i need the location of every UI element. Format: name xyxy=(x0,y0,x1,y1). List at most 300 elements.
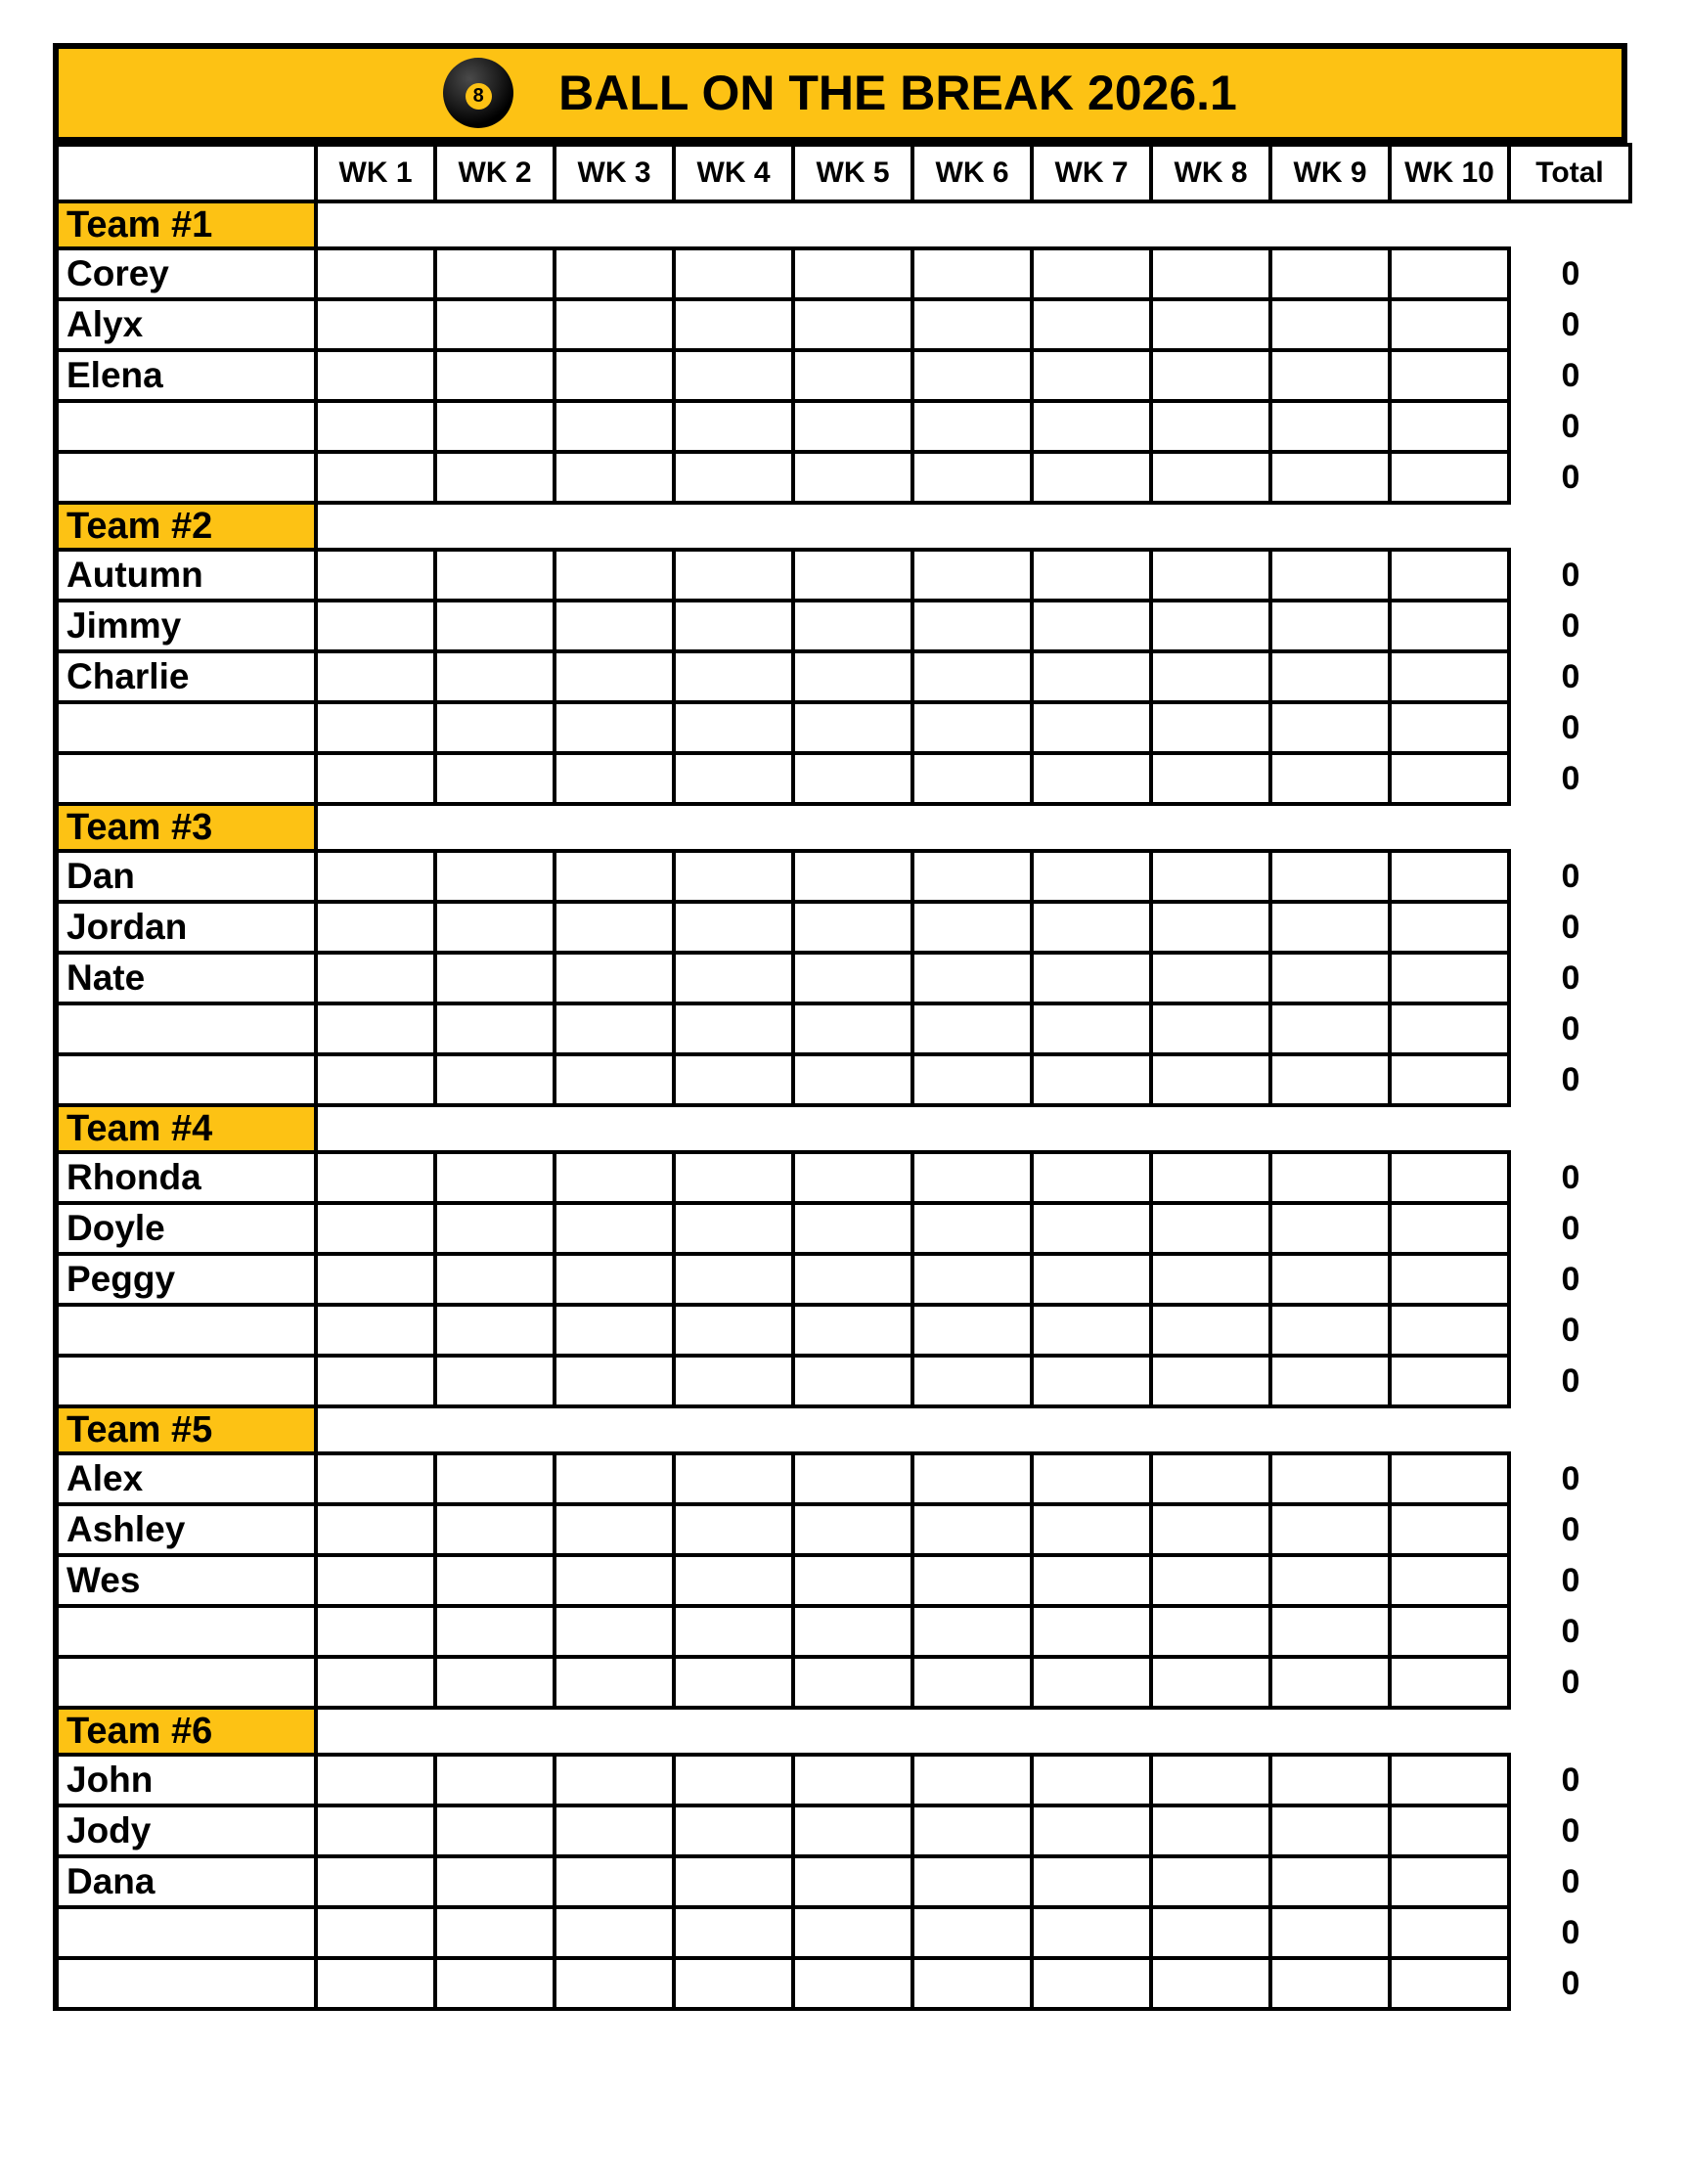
week-score-cell xyxy=(1270,651,1390,702)
week-score-cell xyxy=(555,1958,674,2009)
week-score-cell xyxy=(435,1054,555,1105)
week-score-cell xyxy=(435,299,555,350)
week-score-cell xyxy=(435,550,555,601)
row-total-cell: 0 xyxy=(1509,1504,1630,1555)
week-score-cell xyxy=(435,851,555,902)
week-score-cell xyxy=(555,1907,674,1958)
team-label-cell: Team #4 xyxy=(56,1105,316,1152)
week-score-cell xyxy=(1390,1805,1509,1856)
player-name-cell: Doyle xyxy=(56,1203,316,1254)
row-total-cell: 0 xyxy=(1509,651,1630,702)
week-score-cell xyxy=(1270,1356,1390,1406)
player-row xyxy=(56,1152,1630,1203)
week-score-cell xyxy=(1270,452,1390,503)
player-name-cell: Rhonda xyxy=(56,1152,316,1203)
week-score-cell xyxy=(674,702,793,753)
week-score-cell xyxy=(1151,1755,1270,1805)
week-score-cell xyxy=(1151,753,1270,804)
week-score-cell xyxy=(1270,550,1390,601)
week-score-cell xyxy=(1270,702,1390,753)
week-score-cell xyxy=(316,1453,435,1504)
week-score-cell xyxy=(674,1356,793,1406)
week-score-cell xyxy=(674,953,793,1003)
week-score-cell xyxy=(793,953,912,1003)
week-score-cell xyxy=(555,550,674,601)
score-sheet xyxy=(53,43,1627,2011)
player-name-cell: Ashley xyxy=(56,1504,316,1555)
week-score-cell xyxy=(912,1805,1032,1856)
week-score-cell xyxy=(1151,401,1270,452)
team-label-cell: Team #1 xyxy=(56,201,316,248)
player-name-cell xyxy=(56,452,316,503)
week-score-cell xyxy=(316,1203,435,1254)
page-title: BALL ON THE BREAK 2026.1 xyxy=(558,66,1237,120)
week-score-cell xyxy=(316,1254,435,1305)
week-column-header: WK 5 xyxy=(793,145,912,201)
week-score-cell xyxy=(1032,1606,1151,1657)
week-score-cell xyxy=(316,851,435,902)
team-label-cell: Team #6 xyxy=(56,1708,316,1755)
week-score-cell xyxy=(435,1504,555,1555)
week-score-cell xyxy=(1032,452,1151,503)
week-score-cell xyxy=(1032,1305,1151,1356)
week-score-cell xyxy=(555,1356,674,1406)
week-score-cell xyxy=(555,902,674,953)
week-score-cell xyxy=(1390,1152,1509,1203)
row-total-cell: 0 xyxy=(1509,1054,1630,1105)
week-column-header: WK 4 xyxy=(674,145,793,201)
week-score-cell xyxy=(1151,350,1270,401)
week-score-cell xyxy=(1390,1606,1509,1657)
week-score-cell xyxy=(674,601,793,651)
week-score-cell xyxy=(435,1755,555,1805)
week-score-cell xyxy=(435,452,555,503)
week-score-cell xyxy=(793,1453,912,1504)
week-score-cell xyxy=(435,1203,555,1254)
week-score-cell xyxy=(555,1453,674,1504)
week-score-cell xyxy=(316,1555,435,1606)
week-score-cell xyxy=(316,299,435,350)
week-score-cell xyxy=(912,1453,1032,1504)
row-total-cell: 0 xyxy=(1509,248,1630,299)
week-score-cell xyxy=(1270,601,1390,651)
player-row xyxy=(56,702,1630,753)
week-score-cell xyxy=(674,1958,793,2009)
player-row xyxy=(56,1856,1630,1907)
week-score-cell xyxy=(793,1657,912,1708)
week-score-cell xyxy=(793,1305,912,1356)
week-score-cell xyxy=(316,1504,435,1555)
player-row xyxy=(56,401,1630,452)
week-score-cell xyxy=(435,601,555,651)
week-score-cell xyxy=(1390,1305,1509,1356)
row-label-column-header xyxy=(56,145,316,201)
week-score-cell xyxy=(1270,1305,1390,1356)
week-score-cell xyxy=(1151,1152,1270,1203)
week-score-cell xyxy=(435,1003,555,1054)
player-row xyxy=(56,248,1630,299)
row-total-cell: 0 xyxy=(1509,350,1630,401)
week-score-cell xyxy=(674,1606,793,1657)
week-score-cell xyxy=(316,1356,435,1406)
week-score-cell xyxy=(1390,1356,1509,1406)
week-score-cell xyxy=(793,350,912,401)
week-score-cell xyxy=(793,1856,912,1907)
row-total-cell: 0 xyxy=(1509,550,1630,601)
week-score-cell xyxy=(555,350,674,401)
week-score-cell xyxy=(1032,1254,1151,1305)
week-score-cell xyxy=(1032,248,1151,299)
week-score-cell xyxy=(435,1958,555,2009)
player-row xyxy=(56,851,1630,902)
week-score-cell xyxy=(793,902,912,953)
week-score-cell xyxy=(674,651,793,702)
week-score-cell xyxy=(1151,1606,1270,1657)
week-score-cell xyxy=(1032,953,1151,1003)
week-score-cell xyxy=(1151,651,1270,702)
week-score-cell xyxy=(316,651,435,702)
week-score-cell xyxy=(435,1606,555,1657)
week-score-cell xyxy=(1270,350,1390,401)
week-score-cell xyxy=(674,1555,793,1606)
week-score-cell xyxy=(555,1504,674,1555)
row-total-cell: 0 xyxy=(1509,1003,1630,1054)
week-score-cell xyxy=(793,651,912,702)
team-label-cell: Team #3 xyxy=(56,804,316,851)
week-score-cell xyxy=(435,702,555,753)
week-score-cell xyxy=(1390,1555,1509,1606)
player-row xyxy=(56,1305,1630,1356)
player-name-cell xyxy=(56,401,316,452)
week-score-cell xyxy=(1032,651,1151,702)
player-row xyxy=(56,1054,1630,1105)
week-score-cell xyxy=(674,1453,793,1504)
week-score-cell xyxy=(912,1755,1032,1805)
week-score-cell xyxy=(1270,753,1390,804)
week-score-cell xyxy=(1270,299,1390,350)
row-total-cell: 0 xyxy=(1509,1805,1630,1856)
team-header-row xyxy=(56,1105,1630,1152)
week-score-cell xyxy=(793,1203,912,1254)
week-score-cell xyxy=(1151,299,1270,350)
week-score-cell xyxy=(1270,1805,1390,1856)
player-row xyxy=(56,902,1630,953)
week-score-cell xyxy=(793,1606,912,1657)
week-score-cell xyxy=(1032,1152,1151,1203)
week-score-cell xyxy=(1270,1054,1390,1105)
player-name-cell: Peggy xyxy=(56,1254,316,1305)
week-score-cell xyxy=(555,1856,674,1907)
week-score-cell xyxy=(912,1152,1032,1203)
week-score-cell xyxy=(555,851,674,902)
week-score-cell xyxy=(555,753,674,804)
week-score-cell xyxy=(316,1856,435,1907)
week-score-cell xyxy=(316,1958,435,2009)
player-name-cell xyxy=(56,753,316,804)
week-score-cell xyxy=(1390,1755,1509,1805)
player-name-cell: Elena xyxy=(56,350,316,401)
week-score-cell xyxy=(912,1356,1032,1406)
week-score-cell xyxy=(912,1054,1032,1105)
week-column-header: WK 8 xyxy=(1151,145,1270,201)
week-score-cell xyxy=(793,1356,912,1406)
week-score-cell xyxy=(674,401,793,452)
week-column-header: WK 10 xyxy=(1390,145,1509,201)
week-score-cell xyxy=(674,1657,793,1708)
week-score-cell xyxy=(1270,1755,1390,1805)
week-score-cell xyxy=(793,702,912,753)
week-score-cell xyxy=(1390,851,1509,902)
team-row-filler xyxy=(316,1406,1630,1453)
player-row xyxy=(56,1254,1630,1305)
week-score-cell xyxy=(555,1755,674,1805)
week-column-header: WK 9 xyxy=(1270,145,1390,201)
week-score-cell xyxy=(1151,1003,1270,1054)
week-score-cell xyxy=(1270,1504,1390,1555)
week-score-cell xyxy=(435,1657,555,1708)
week-score-cell xyxy=(1151,1453,1270,1504)
week-score-cell xyxy=(555,601,674,651)
week-score-cell xyxy=(674,550,793,601)
week-score-cell xyxy=(1270,1958,1390,2009)
week-score-cell xyxy=(1270,1453,1390,1504)
week-score-cell xyxy=(316,1054,435,1105)
week-score-cell xyxy=(1032,1856,1151,1907)
week-score-cell xyxy=(1270,1657,1390,1708)
week-score-cell xyxy=(1390,1856,1509,1907)
week-score-cell xyxy=(793,1958,912,2009)
score-table xyxy=(53,143,1632,2011)
week-score-cell xyxy=(316,1003,435,1054)
player-name-cell xyxy=(56,1003,316,1054)
week-score-cell xyxy=(316,248,435,299)
team-header-row xyxy=(56,201,1630,248)
week-score-cell xyxy=(793,1254,912,1305)
week-score-cell xyxy=(1270,1555,1390,1606)
row-total-cell: 0 xyxy=(1509,1305,1630,1356)
player-row xyxy=(56,1003,1630,1054)
week-score-cell xyxy=(555,452,674,503)
week-score-cell xyxy=(1390,1958,1509,2009)
week-score-cell xyxy=(316,601,435,651)
week-score-cell xyxy=(316,1152,435,1203)
week-score-cell xyxy=(1151,1504,1270,1555)
week-score-cell xyxy=(1151,702,1270,753)
week-score-cell xyxy=(912,651,1032,702)
week-score-cell xyxy=(912,1504,1032,1555)
week-score-cell xyxy=(435,953,555,1003)
week-score-cell xyxy=(316,753,435,804)
team-row-filler xyxy=(316,503,1630,550)
week-score-cell xyxy=(793,1003,912,1054)
week-score-cell xyxy=(912,299,1032,350)
week-score-cell xyxy=(674,1254,793,1305)
week-score-cell xyxy=(1032,1356,1151,1406)
week-score-cell xyxy=(1390,651,1509,702)
week-score-cell xyxy=(1270,851,1390,902)
row-total-cell: 0 xyxy=(1509,1755,1630,1805)
week-score-cell xyxy=(1032,1755,1151,1805)
week-score-cell xyxy=(912,1907,1032,1958)
week-score-cell xyxy=(793,550,912,601)
week-score-cell xyxy=(1390,1453,1509,1504)
week-score-cell xyxy=(1032,1657,1151,1708)
row-total-cell: 0 xyxy=(1509,753,1630,804)
week-score-cell xyxy=(555,401,674,452)
week-score-cell xyxy=(1032,1504,1151,1555)
week-score-cell xyxy=(1151,1054,1270,1105)
player-row xyxy=(56,1356,1630,1406)
week-score-cell xyxy=(1151,851,1270,902)
player-name-cell xyxy=(56,702,316,753)
week-score-cell xyxy=(555,1203,674,1254)
eight-ball-icon xyxy=(443,58,513,128)
week-score-cell xyxy=(1032,550,1151,601)
row-total-cell: 0 xyxy=(1509,299,1630,350)
week-score-cell xyxy=(435,1555,555,1606)
week-score-cell xyxy=(674,452,793,503)
week-score-cell xyxy=(1390,299,1509,350)
week-score-cell xyxy=(435,1152,555,1203)
week-score-cell xyxy=(674,1805,793,1856)
team-label-cell: Team #5 xyxy=(56,1406,316,1453)
week-score-cell xyxy=(1151,1657,1270,1708)
week-score-cell xyxy=(912,1555,1032,1606)
week-score-cell xyxy=(435,1356,555,1406)
week-score-cell xyxy=(1390,248,1509,299)
team-header-row xyxy=(56,1406,1630,1453)
row-total-cell: 0 xyxy=(1509,601,1630,651)
week-score-cell xyxy=(316,350,435,401)
week-score-cell xyxy=(1270,953,1390,1003)
team-row-filler xyxy=(316,1105,1630,1152)
player-row xyxy=(56,452,1630,503)
week-column-header: WK 1 xyxy=(316,145,435,201)
player-row xyxy=(56,1606,1630,1657)
week-score-cell xyxy=(435,1907,555,1958)
week-score-cell xyxy=(793,1555,912,1606)
week-score-cell xyxy=(435,1805,555,1856)
row-total-cell: 0 xyxy=(1509,851,1630,902)
player-row xyxy=(56,1805,1630,1856)
row-total-cell: 0 xyxy=(1509,1453,1630,1504)
row-total-cell: 0 xyxy=(1509,1856,1630,1907)
player-name-cell: Dan xyxy=(56,851,316,902)
week-score-cell xyxy=(1151,953,1270,1003)
week-score-cell xyxy=(674,1305,793,1356)
player-name-cell: Jordan xyxy=(56,902,316,953)
player-name-cell: Alex xyxy=(56,1453,316,1504)
week-score-cell xyxy=(435,651,555,702)
week-score-cell xyxy=(793,1504,912,1555)
row-total-cell: 0 xyxy=(1509,702,1630,753)
week-score-cell xyxy=(435,248,555,299)
week-score-cell xyxy=(793,1755,912,1805)
week-score-cell xyxy=(555,1657,674,1708)
week-score-cell xyxy=(1151,1305,1270,1356)
player-name-cell: Dana xyxy=(56,1856,316,1907)
week-score-cell xyxy=(1390,1203,1509,1254)
score-table-body xyxy=(56,201,1630,2009)
player-row xyxy=(56,1657,1630,1708)
row-total-cell: 0 xyxy=(1509,1555,1630,1606)
player-row xyxy=(56,299,1630,350)
team-header-row xyxy=(56,804,1630,851)
week-column-header: WK 3 xyxy=(555,145,674,201)
row-total-cell: 0 xyxy=(1509,1203,1630,1254)
row-total-cell: 0 xyxy=(1509,452,1630,503)
week-score-cell xyxy=(1390,902,1509,953)
week-score-cell xyxy=(674,1054,793,1105)
row-total-cell: 0 xyxy=(1509,953,1630,1003)
week-score-cell xyxy=(674,350,793,401)
week-score-cell xyxy=(793,248,912,299)
week-score-cell xyxy=(555,702,674,753)
player-row xyxy=(56,1555,1630,1606)
week-score-cell xyxy=(1270,248,1390,299)
player-name-cell xyxy=(56,1657,316,1708)
player-row xyxy=(56,1958,1630,2009)
row-total-cell: 0 xyxy=(1509,1356,1630,1406)
week-score-cell xyxy=(912,601,1032,651)
week-score-cell xyxy=(1390,601,1509,651)
player-name-cell xyxy=(56,1907,316,1958)
week-column-header: WK 2 xyxy=(435,145,555,201)
player-name-cell: Autumn xyxy=(56,550,316,601)
week-score-cell xyxy=(1151,452,1270,503)
week-score-cell xyxy=(1270,1003,1390,1054)
player-row xyxy=(56,753,1630,804)
player-name-cell xyxy=(56,1356,316,1406)
week-score-cell xyxy=(1390,350,1509,401)
week-score-cell xyxy=(1151,601,1270,651)
week-score-cell xyxy=(316,702,435,753)
week-score-cell xyxy=(435,401,555,452)
week-score-cell xyxy=(555,1054,674,1105)
week-score-cell xyxy=(1032,1555,1151,1606)
week-score-cell xyxy=(912,1254,1032,1305)
week-score-cell xyxy=(912,1657,1032,1708)
week-score-cell xyxy=(435,902,555,953)
week-score-cell xyxy=(1032,601,1151,651)
week-score-cell xyxy=(1151,1254,1270,1305)
player-row xyxy=(56,651,1630,702)
player-name-cell: Alyx xyxy=(56,299,316,350)
week-score-cell xyxy=(912,953,1032,1003)
week-score-cell xyxy=(435,350,555,401)
week-score-cell xyxy=(1151,1203,1270,1254)
week-score-cell xyxy=(674,1755,793,1805)
week-score-cell xyxy=(435,753,555,804)
week-score-cell xyxy=(912,1203,1032,1254)
week-score-cell xyxy=(793,299,912,350)
row-total-cell: 0 xyxy=(1509,1606,1630,1657)
week-score-cell xyxy=(912,1856,1032,1907)
week-score-cell xyxy=(912,550,1032,601)
player-name-cell xyxy=(56,1054,316,1105)
week-score-cell xyxy=(1151,1958,1270,2009)
week-score-cell xyxy=(1270,1152,1390,1203)
week-score-cell xyxy=(674,753,793,804)
total-column-header: Total xyxy=(1509,145,1630,201)
week-score-cell xyxy=(316,401,435,452)
week-score-cell xyxy=(1032,401,1151,452)
team-row-filler xyxy=(316,201,1630,248)
week-score-cell xyxy=(912,1003,1032,1054)
player-name-cell: Jody xyxy=(56,1805,316,1856)
week-score-cell xyxy=(1151,1356,1270,1406)
week-score-cell xyxy=(555,953,674,1003)
